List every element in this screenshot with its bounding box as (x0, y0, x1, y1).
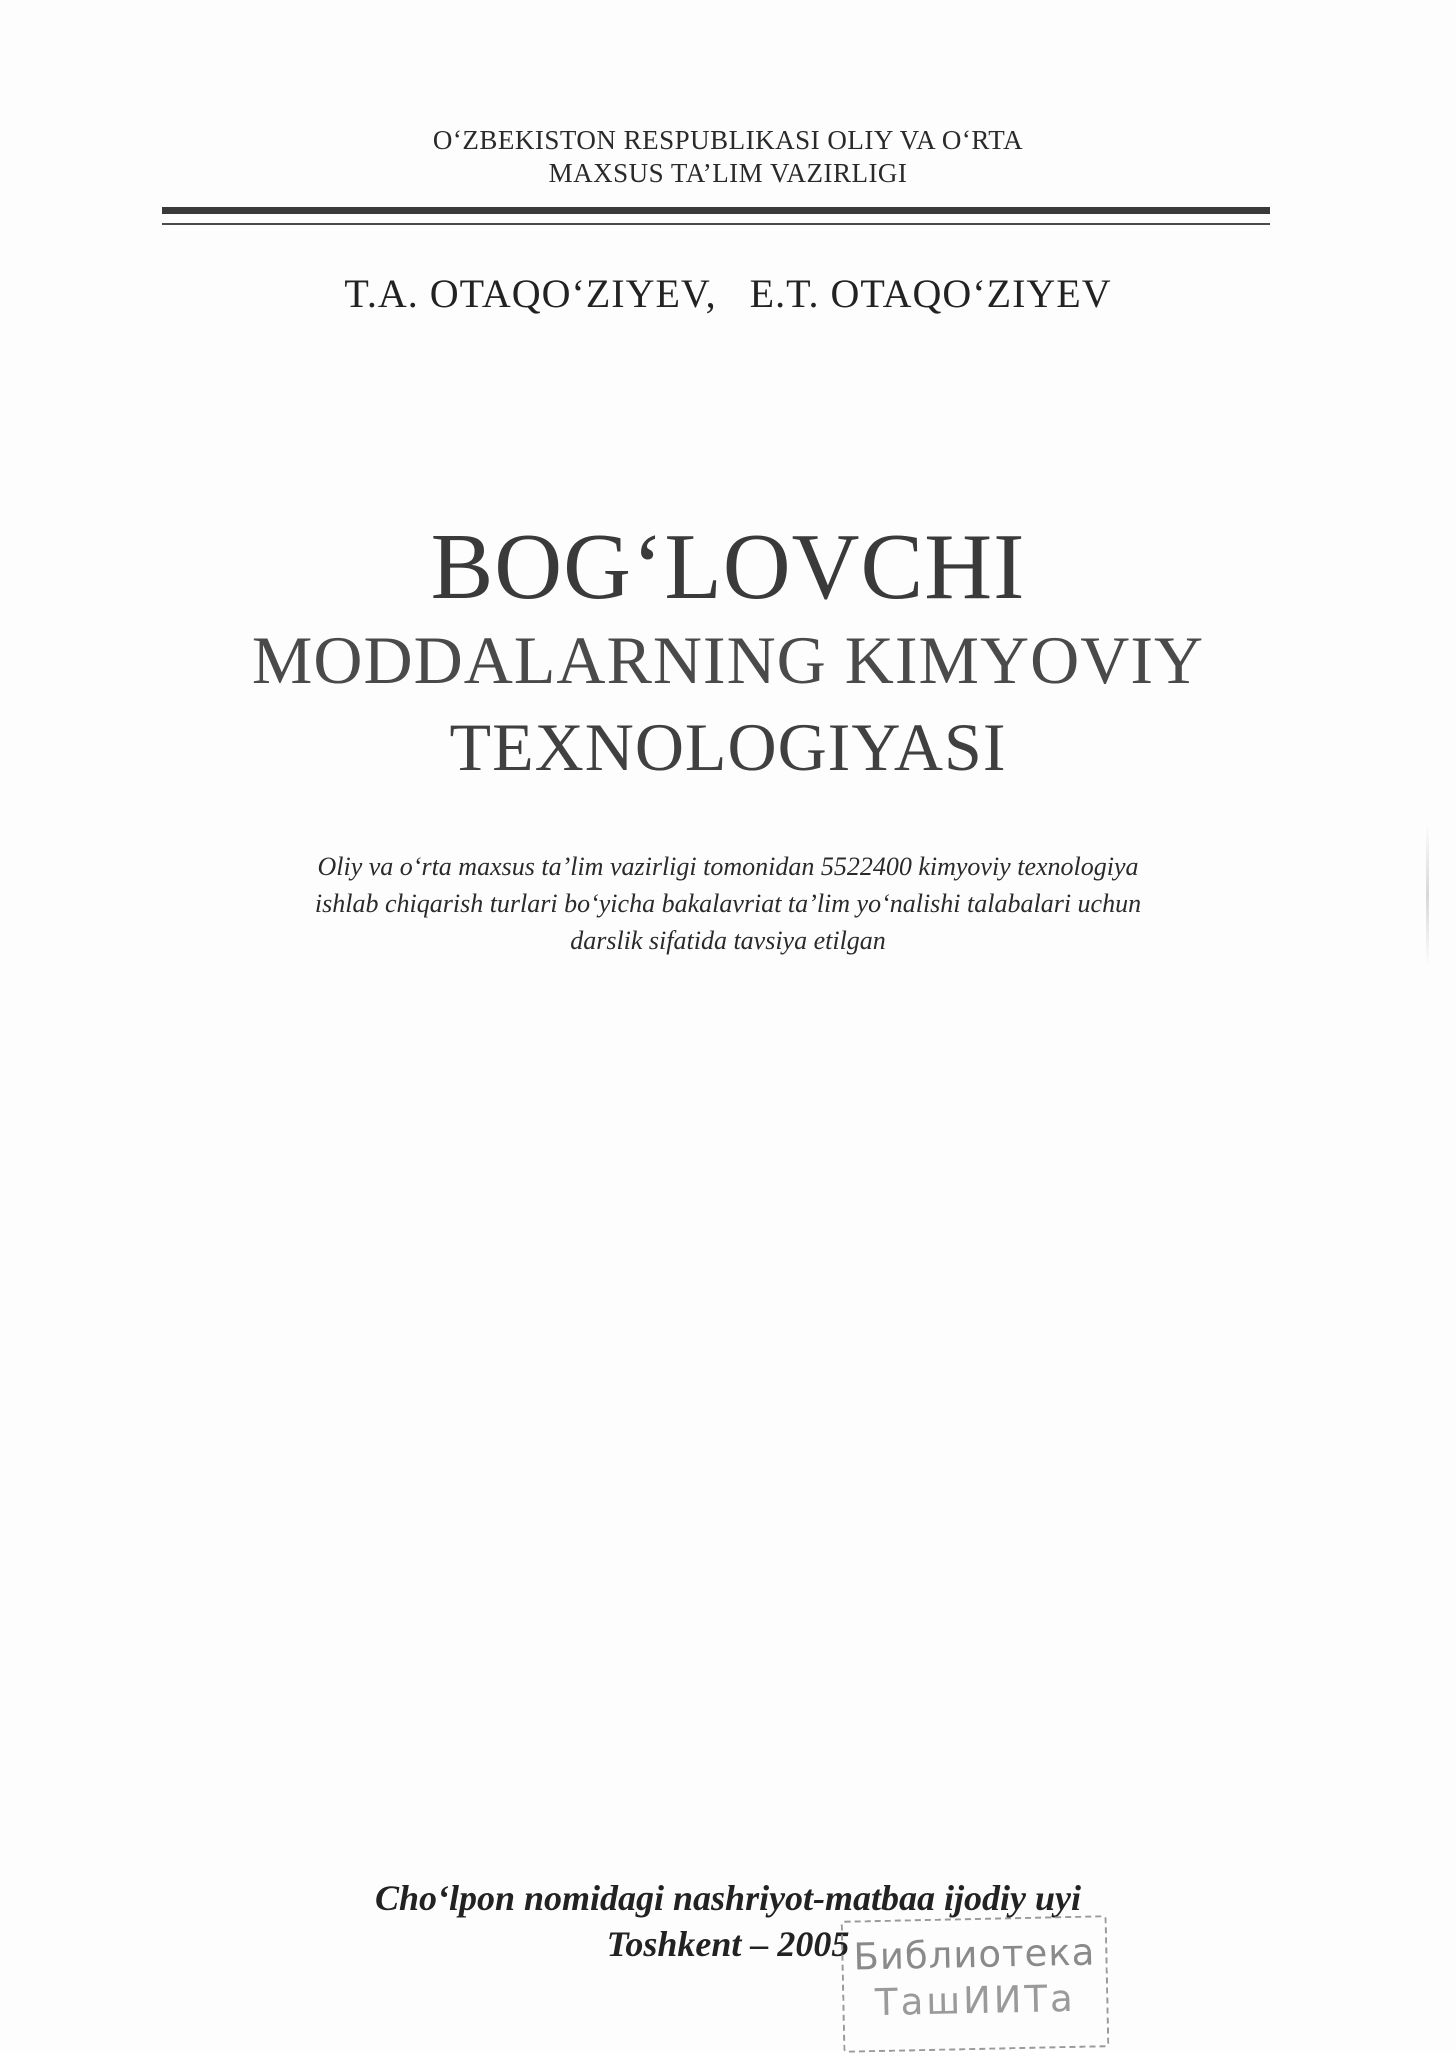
approval-note (0, 848, 1456, 959)
library-stamp (841, 1915, 1110, 2053)
approval-line-1: Oliy va o‘rta maxsus ta’lim vazirligi tomonidan 5522400 kimyoviy texnologiya (317, 852, 1139, 881)
authors: T.A. OTAQO‘ZIYEV, E.T. OTAQO‘ZIYEV (344, 271, 1112, 316)
header-rule-thick (162, 207, 1270, 214)
publisher-name: Cho‘lpon nomidagi nashriyot-matbaa ijodiy uyi (374, 1878, 1082, 1918)
ministry-line-1: O‘ZBEKISTON RESPUBLIKASI OLIY VA O‘RTA (432, 125, 1024, 155)
publisher-city-year: Toshkent – 2005 (606, 1924, 850, 1964)
stamp-line-2: ТашИИТа (874, 1976, 1077, 2025)
approval-line-2: ishlab chiqarish turlari bo‘yicha bakalavriat ta’lim yo‘nalishi talabalari uchun (314, 889, 1142, 918)
book-title-line-2: MODDALARNING KIMYOVIY (251, 622, 1205, 698)
ministry-line-2: MAXSUS TA’LIM VAZIRLIGI (548, 158, 908, 188)
book-title-line-3: TEXNOLOGIYASI (449, 709, 1007, 785)
book-title (0, 515, 1456, 793)
approval-line-3: darslik sifatida tavsiya etilgan (570, 926, 886, 955)
ministry-header (0, 124, 1456, 190)
scan-edge-mark (1426, 820, 1429, 970)
publisher-imprint (0, 1875, 1456, 1967)
stamp-line-1: Библиотека (852, 1930, 1096, 1979)
book-title-line-1: BOG‘LOVCHI (430, 515, 1026, 619)
header-rule-thin (162, 223, 1270, 225)
